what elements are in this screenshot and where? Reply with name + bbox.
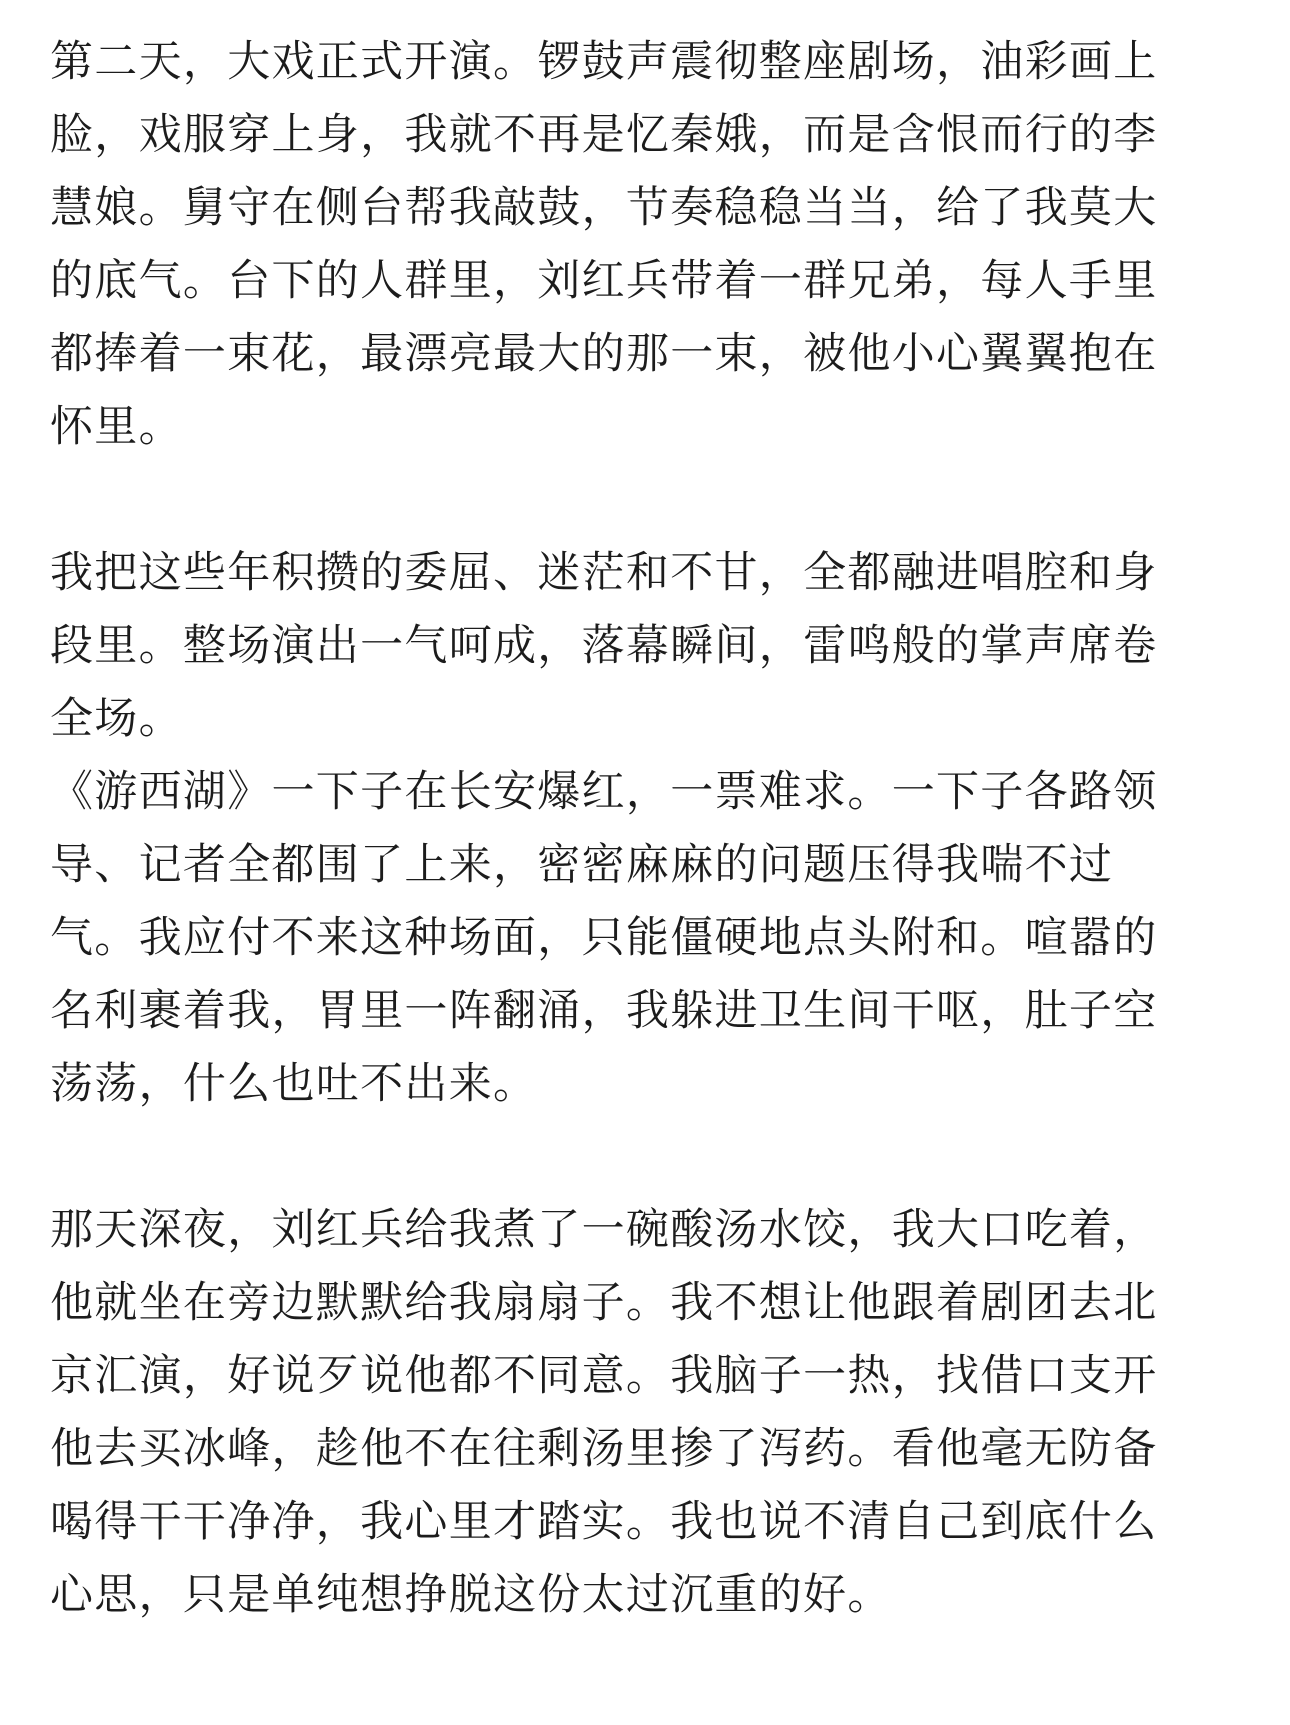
paragraph-spacer bbox=[50, 1121, 1290, 1194]
text-line: 心思，只是单纯想挣脱这份太过沉重的好。 bbox=[50, 1570, 892, 1620]
text-line: 他就坐在旁边默默给我扇扇子。我不想让他跟着剧团去北 bbox=[50, 1278, 1158, 1328]
text-line: 导、记者全都围了上来，密密麻麻的问题压得我喘不过 bbox=[50, 840, 1114, 890]
text-line: 京汇演，好说歹说他都不同意。我脑子一热，找借口支开 bbox=[50, 1351, 1158, 1401]
text-line: 他去买冰峰，趁他不在往剩汤里掺了泻药。看他毫无防备 bbox=[50, 1424, 1158, 1474]
text-line: 名利裹着我，胃里一阵翻涌，我躲进卫生间干呕，肚子空 bbox=[50, 986, 1158, 1036]
text-line: 那天深夜，刘红兵给我煮了一碗酸汤水饺，我大口吃着， bbox=[50, 1205, 1158, 1255]
text-line: 喝得干干净净，我心里才踏实。我也说不清自己到底什么 bbox=[50, 1497, 1158, 1547]
text-line: 脸，戏服穿上身，我就不再是忆秦娥，而是含恨而行的李 bbox=[50, 110, 1158, 160]
text-line: 《游西湖》一下子在长安爆红，一票难求。一下子各路领 bbox=[50, 767, 1158, 817]
text-line: 慧娘。舅守在侧台帮我敲鼓，节奏稳稳当当，给了我莫大 bbox=[50, 183, 1158, 233]
paragraph-spacer bbox=[50, 464, 1290, 537]
text-line: 段里。整场演出一气呵成，落幕瞬间，雷鸣般的掌声席卷 bbox=[50, 621, 1158, 671]
text-line: 我把这些年积攒的委屈、迷茫和不甘，全都融进唱腔和身 bbox=[50, 548, 1158, 598]
paragraph-3 bbox=[50, 1194, 1290, 1632]
text-line: 都捧着一束花，最漂亮最大的那一束，被他小心翼翼抱在 bbox=[50, 329, 1158, 379]
text-line: 全场。 bbox=[50, 694, 183, 744]
text-line: 怀里。 bbox=[50, 402, 183, 452]
text-line: 第二天，大戏正式开演。锣鼓声震彻整座剧场，油彩画上 bbox=[50, 37, 1158, 87]
paragraph-1 bbox=[50, 26, 1290, 464]
text-line: 气。我应付不来这种场面，只能僵硬地点头附和。喧嚣的 bbox=[50, 913, 1158, 963]
paragraph-2 bbox=[50, 537, 1290, 1121]
text-line: 的底气。台下的人群里，刘红兵带着一群兄弟，每人手里 bbox=[50, 256, 1158, 306]
text-line: 荡荡，什么也吐不出来。 bbox=[50, 1059, 538, 1109]
